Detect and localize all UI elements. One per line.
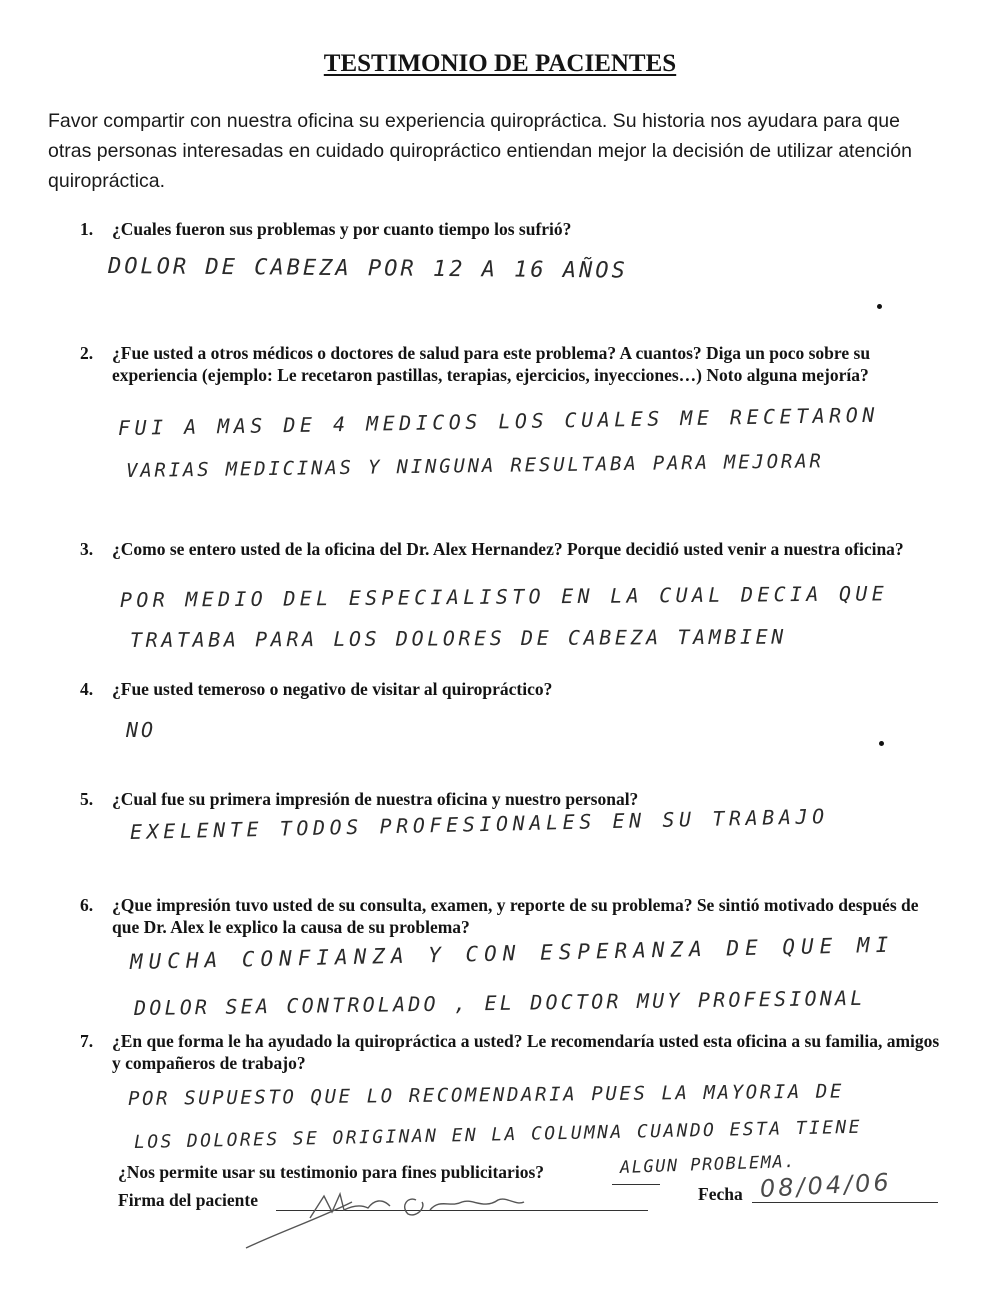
answer-3-line-2: TRATABA PARA LOS DOLORES DE CABEZA TAMBIEN — [129, 624, 787, 652]
question-text: ¿Fue usted a otros médicos o doctores de salud para este problema? A cuantos? Diga un poco sobre su experiencia (ejemplo: Le recetaron pastillas, terapias, ejercicios, inyecciones…) Noto alguna mejoría? — [112, 343, 871, 385]
question-number: 2. — [80, 343, 94, 363]
answer-7-line-1: POR SUPUESTO QUE LO RECOMENDARIA PUES LA MAYORIA DE — [127, 1080, 845, 1110]
question-number: 5. — [80, 789, 94, 809]
question-text: ¿Cual fue su primera impresión de nuestra oficina y nuestro personal? — [112, 789, 639, 809]
question-number: 3. — [80, 539, 94, 559]
patient-signature — [240, 1188, 540, 1252]
answer-5-line-1: EXELENTE TODOS PROFESIONALES EN SU TRABAJO — [129, 804, 830, 844]
question-text: ¿Como se entero usted de la oficina del Dr. Alex Hernandez? Porque decidió usted venir a nuestra oficina? — [112, 539, 904, 559]
question-text: ¿Fue usted temeroso o negativo de visitar al quiropráctico? — [112, 679, 553, 699]
question-number: 7. — [80, 1031, 94, 1051]
question-number: 4. — [80, 679, 94, 699]
question-1 — [80, 218, 950, 242]
answer-2-line-1: FUI A MAS DE 4 MEDICOS LOS CUALES ME RECETARON — [117, 402, 879, 440]
answer-6-line-1: MUCHA CONFIANZA Y CON ESPERANZA DE QUE MI — [129, 932, 895, 974]
permission-label: ¿Nos permite usar su testimonio para fines publicitarios? — [118, 1162, 544, 1182]
answer-2-line-2: VARIAS MEDICINAS Y NINGUNA RESULTABA PARA MEJORAR — [125, 450, 824, 482]
answer-7-line-3: ALGUN PROBLEMA. — [619, 1151, 797, 1178]
question-text: ¿En que forma le ha ayudado la quiropráctica a usted? Le recomendaría usted esta oficina a su familia, amigos y compañeros de trabajo? — [112, 1031, 940, 1073]
intro-paragraph: Favor compartir con nuestra oficina su experiencia quiropráctica. Su historia nos ayudara para que otras personas interesadas en cuidado quiropráctico entiendan mejor la decisión de utilizar atención quiropráctica. — [48, 110, 912, 192]
answer-4-line-1: NO — [126, 718, 157, 742]
form-title: TESTIMONIO DE PACIENTES — [323, 50, 677, 77]
date-label: Fecha — [698, 1184, 743, 1204]
question-number: 1. — [80, 219, 94, 239]
date-value: 08/04/06 — [759, 1168, 893, 1203]
question-text: ¿Que impresión tuvo usted de su consulta, examen, y reporte de su problema? Se sintió motivado después de que Dr. Alex le explico la causa de su problema? — [112, 895, 919, 937]
answer-7-line-2: LOS DOLORES SE ORIGINAN EN LA COLUMNA CUANDO ESTA TIENE — [133, 1116, 863, 1153]
permission-answer-line — [612, 1184, 660, 1185]
date-line — [752, 1202, 938, 1203]
question-6 — [80, 894, 950, 940]
question-number: 6. — [80, 895, 94, 915]
answer-3-line-1: POR MEDIO DEL ESPECIALISTO EN LA CUAL DECIA QUE — [119, 581, 889, 612]
signature-label: Firma del paciente — [118, 1190, 258, 1210]
question-4 — [80, 678, 950, 702]
question-3 — [80, 538, 950, 584]
stray-mark — [879, 741, 884, 746]
question-text: ¿Cuales fueron sus problemas y por cuanto tiempo los sufrió? — [112, 219, 572, 239]
answer-1-line-1: DOLOR DE CABEZA POR 12 A 16 AÑOS — [107, 254, 628, 284]
question-2 — [80, 342, 950, 412]
question-7 — [80, 1030, 950, 1076]
stray-mark — [877, 304, 882, 309]
answer-6-line-2: DOLOR SEA CONTROLADO , EL DOCTOR MUY PROFESIONAL — [133, 985, 866, 1020]
